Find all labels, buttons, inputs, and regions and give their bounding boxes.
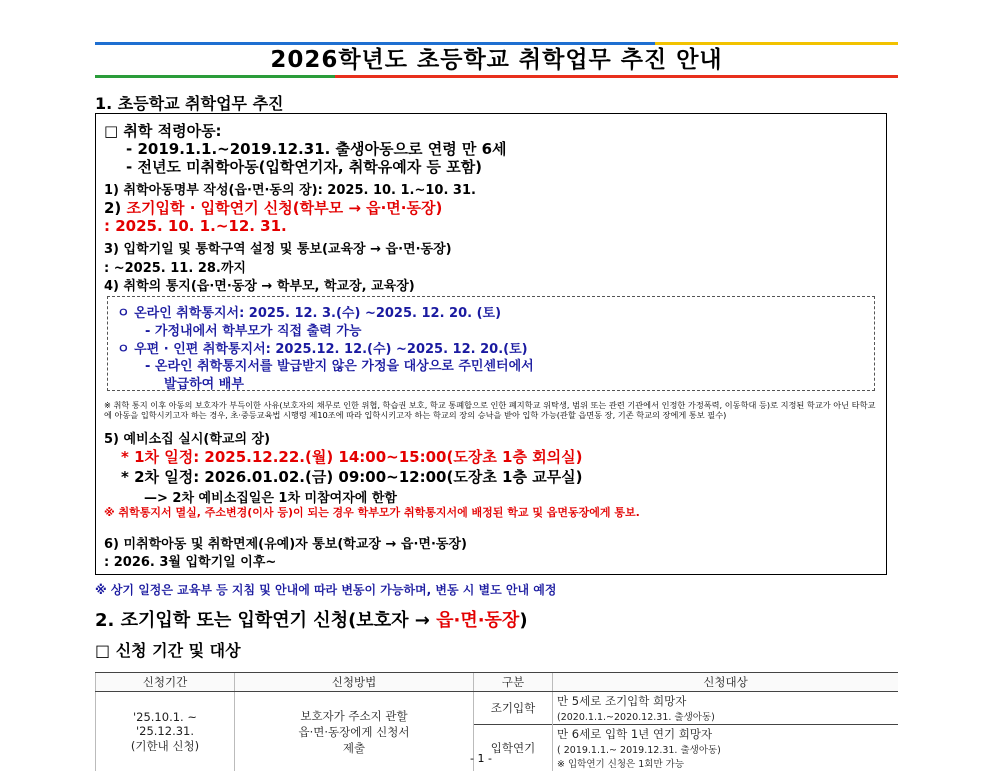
- step6: 6) 미취학아동 및 취학면제(유예)자 통보(학교장 → 읍·면·동장): [104, 533, 467, 552]
- application-table: [95, 672, 898, 771]
- step1: 1) 취학아동명부 작성(읍·면·동의 장): 2025. 10. 1.~10. 31.: [104, 179, 476, 198]
- table-header-row: [96, 673, 899, 692]
- step4: 4) 취학의 통지(읍·면·동장 → 학부모, 학교장, 교육장): [104, 275, 415, 294]
- target-cell: [553, 725, 899, 771]
- round1: * 1차 일정: 2025.12.22.(월) 14:00~15:00(도장초 1층 회의실): [121, 446, 583, 467]
- round-note: —> 2차 예비소집일은 1차 미참여자에 한함: [144, 487, 397, 506]
- method-line: 읍·면·동장에게 신청서: [239, 724, 469, 740]
- section2-heading: [95, 606, 528, 632]
- table-header: 신청대상: [553, 673, 899, 692]
- step3-date: : ~2025. 11. 28.까지: [104, 257, 246, 276]
- schedule-note: ※ 상기 일정은 교육부 등 지침 및 안내에 따라 변동이 가능하며, 변동 시 별도 안내 예정: [95, 581, 556, 598]
- step3: 3) 입학기일 및 통학구역 설정 및 통보(교육장 → 읍·면·동장): [104, 238, 452, 257]
- warning: ※ 취학통지서 멸실, 주소변경(이사 등)이 되는 경우 학부모가 취학통지서에 배정된 학교 및 읍면동장에게 통보.: [104, 506, 878, 519]
- page-number: - 1 -: [470, 752, 492, 765]
- period-line: (기한내 신청): [100, 738, 230, 754]
- section1-heading: 1. 초등학교 취학업무 추진: [95, 91, 283, 114]
- type-cell: 조기입학: [474, 692, 553, 725]
- method-line: 보호자가 주소지 관할: [239, 708, 469, 724]
- round2: * 2차 일정: 2026.01.02.(금) 09:00~12:00(도장초 1층 교무실): [121, 466, 583, 487]
- notice-line: ㅇ 우편 · 인편 취학통지서: 2025.12. 12.(수) ~2025. 12. 20.(토): [117, 338, 528, 357]
- table-header: 신청기간: [96, 673, 235, 692]
- period-cell: [96, 692, 235, 771]
- target-cell: [553, 692, 899, 725]
- section2-heading-main: 2. 조기입학 또는 입학연기 신청(보호자 →: [95, 610, 436, 631]
- notice-line: 발급하여 배부: [164, 373, 244, 392]
- notice-line: ㅇ 온라인 취학통지서: 2025. 12. 3.(수) ~2025. 12. 20. (토): [117, 302, 501, 321]
- age-item: - 전년도 미취학아동(입학연기자, 취학유예자 등 포함): [126, 156, 482, 177]
- step2-date: : 2025. 10. 1.~12. 31.: [104, 217, 287, 235]
- age-item: - 2019.1.1.~2019.12.31. 출생아동으로 연령 만 6세: [126, 138, 507, 159]
- table-row: [96, 692, 899, 725]
- section2-heading-end: ): [519, 610, 527, 631]
- target-text: 만 6세로 입학 1년 연기 희망자: [557, 726, 894, 742]
- target-note: ※ 입학연기 신청은 1회만 가능: [557, 756, 894, 770]
- target-text: 만 5세로 조기입학 희망자: [557, 693, 894, 709]
- fine-print: ※ 취학 통지 이후 아동의 보호자가 부득이한 사유(보호자의 채무로 인한 위협, 학습권 보호, 학교 통폐합으로 인한 폐지학교 위탁생, 범위 또는 관련 기관에서 인정한 가정폭력, 이동학대 등)로 지정된 학교가 아닌 타학교에 아동을 입학시키고자 하는 경우, 초·중등교육법 시행령 제10조에 따라 입학시키고자 하는 학교의 장의 승낙을 받아 입학 가능(관할 읍면동 장, 기존 학교의 장에게 통보 필수): [104, 400, 879, 421]
- method-line: 제출: [239, 740, 469, 756]
- section2-heading-target: 읍·면·동장: [436, 610, 519, 631]
- step6-date: : 2026. 3월 입학기일 이후~: [104, 551, 276, 570]
- target-detail: (2020.1.1.~2020.12.31. 출생아동): [557, 709, 894, 723]
- step2-text: 조기입학 · 입학연기 신청(학부모 → 읍·면·동장): [127, 199, 443, 217]
- table-header: 구분: [474, 673, 553, 692]
- method-cell: [235, 692, 474, 771]
- age-title: □ 취학 적령아동:: [104, 120, 222, 141]
- table-header: 신청방법: [235, 673, 474, 692]
- title-top-bar-blue: [95, 42, 655, 45]
- title-bottom-bar-red: [335, 75, 898, 78]
- title-top-bar-yellow: [655, 42, 898, 45]
- step5: 5) 예비소집 실시(학교의 장): [104, 428, 270, 447]
- section2-subheading: □ 신청 기간 및 대상: [95, 638, 241, 661]
- title-bottom-bar-green: [95, 75, 335, 78]
- period-line: '25.10.1. ~: [100, 710, 230, 724]
- period-line: '25.12.31.: [100, 724, 230, 738]
- target-detail: ( 2019.1.1.~ 2019.12.31. 출생아동): [557, 742, 894, 756]
- step2: [104, 197, 442, 218]
- page-title: 2026학년도 초등학교 취학업무 추진 안내: [95, 46, 898, 74]
- notice-line: - 온라인 취학통지서를 발급받지 않은 가정을 대상으로 주민센터에서: [145, 355, 534, 374]
- notice-line: - 가정내에서 학부모가 직접 출력 가능: [145, 320, 361, 339]
- type-cell: 입학연기: [474, 725, 553, 771]
- step2-number: 2): [104, 199, 127, 217]
